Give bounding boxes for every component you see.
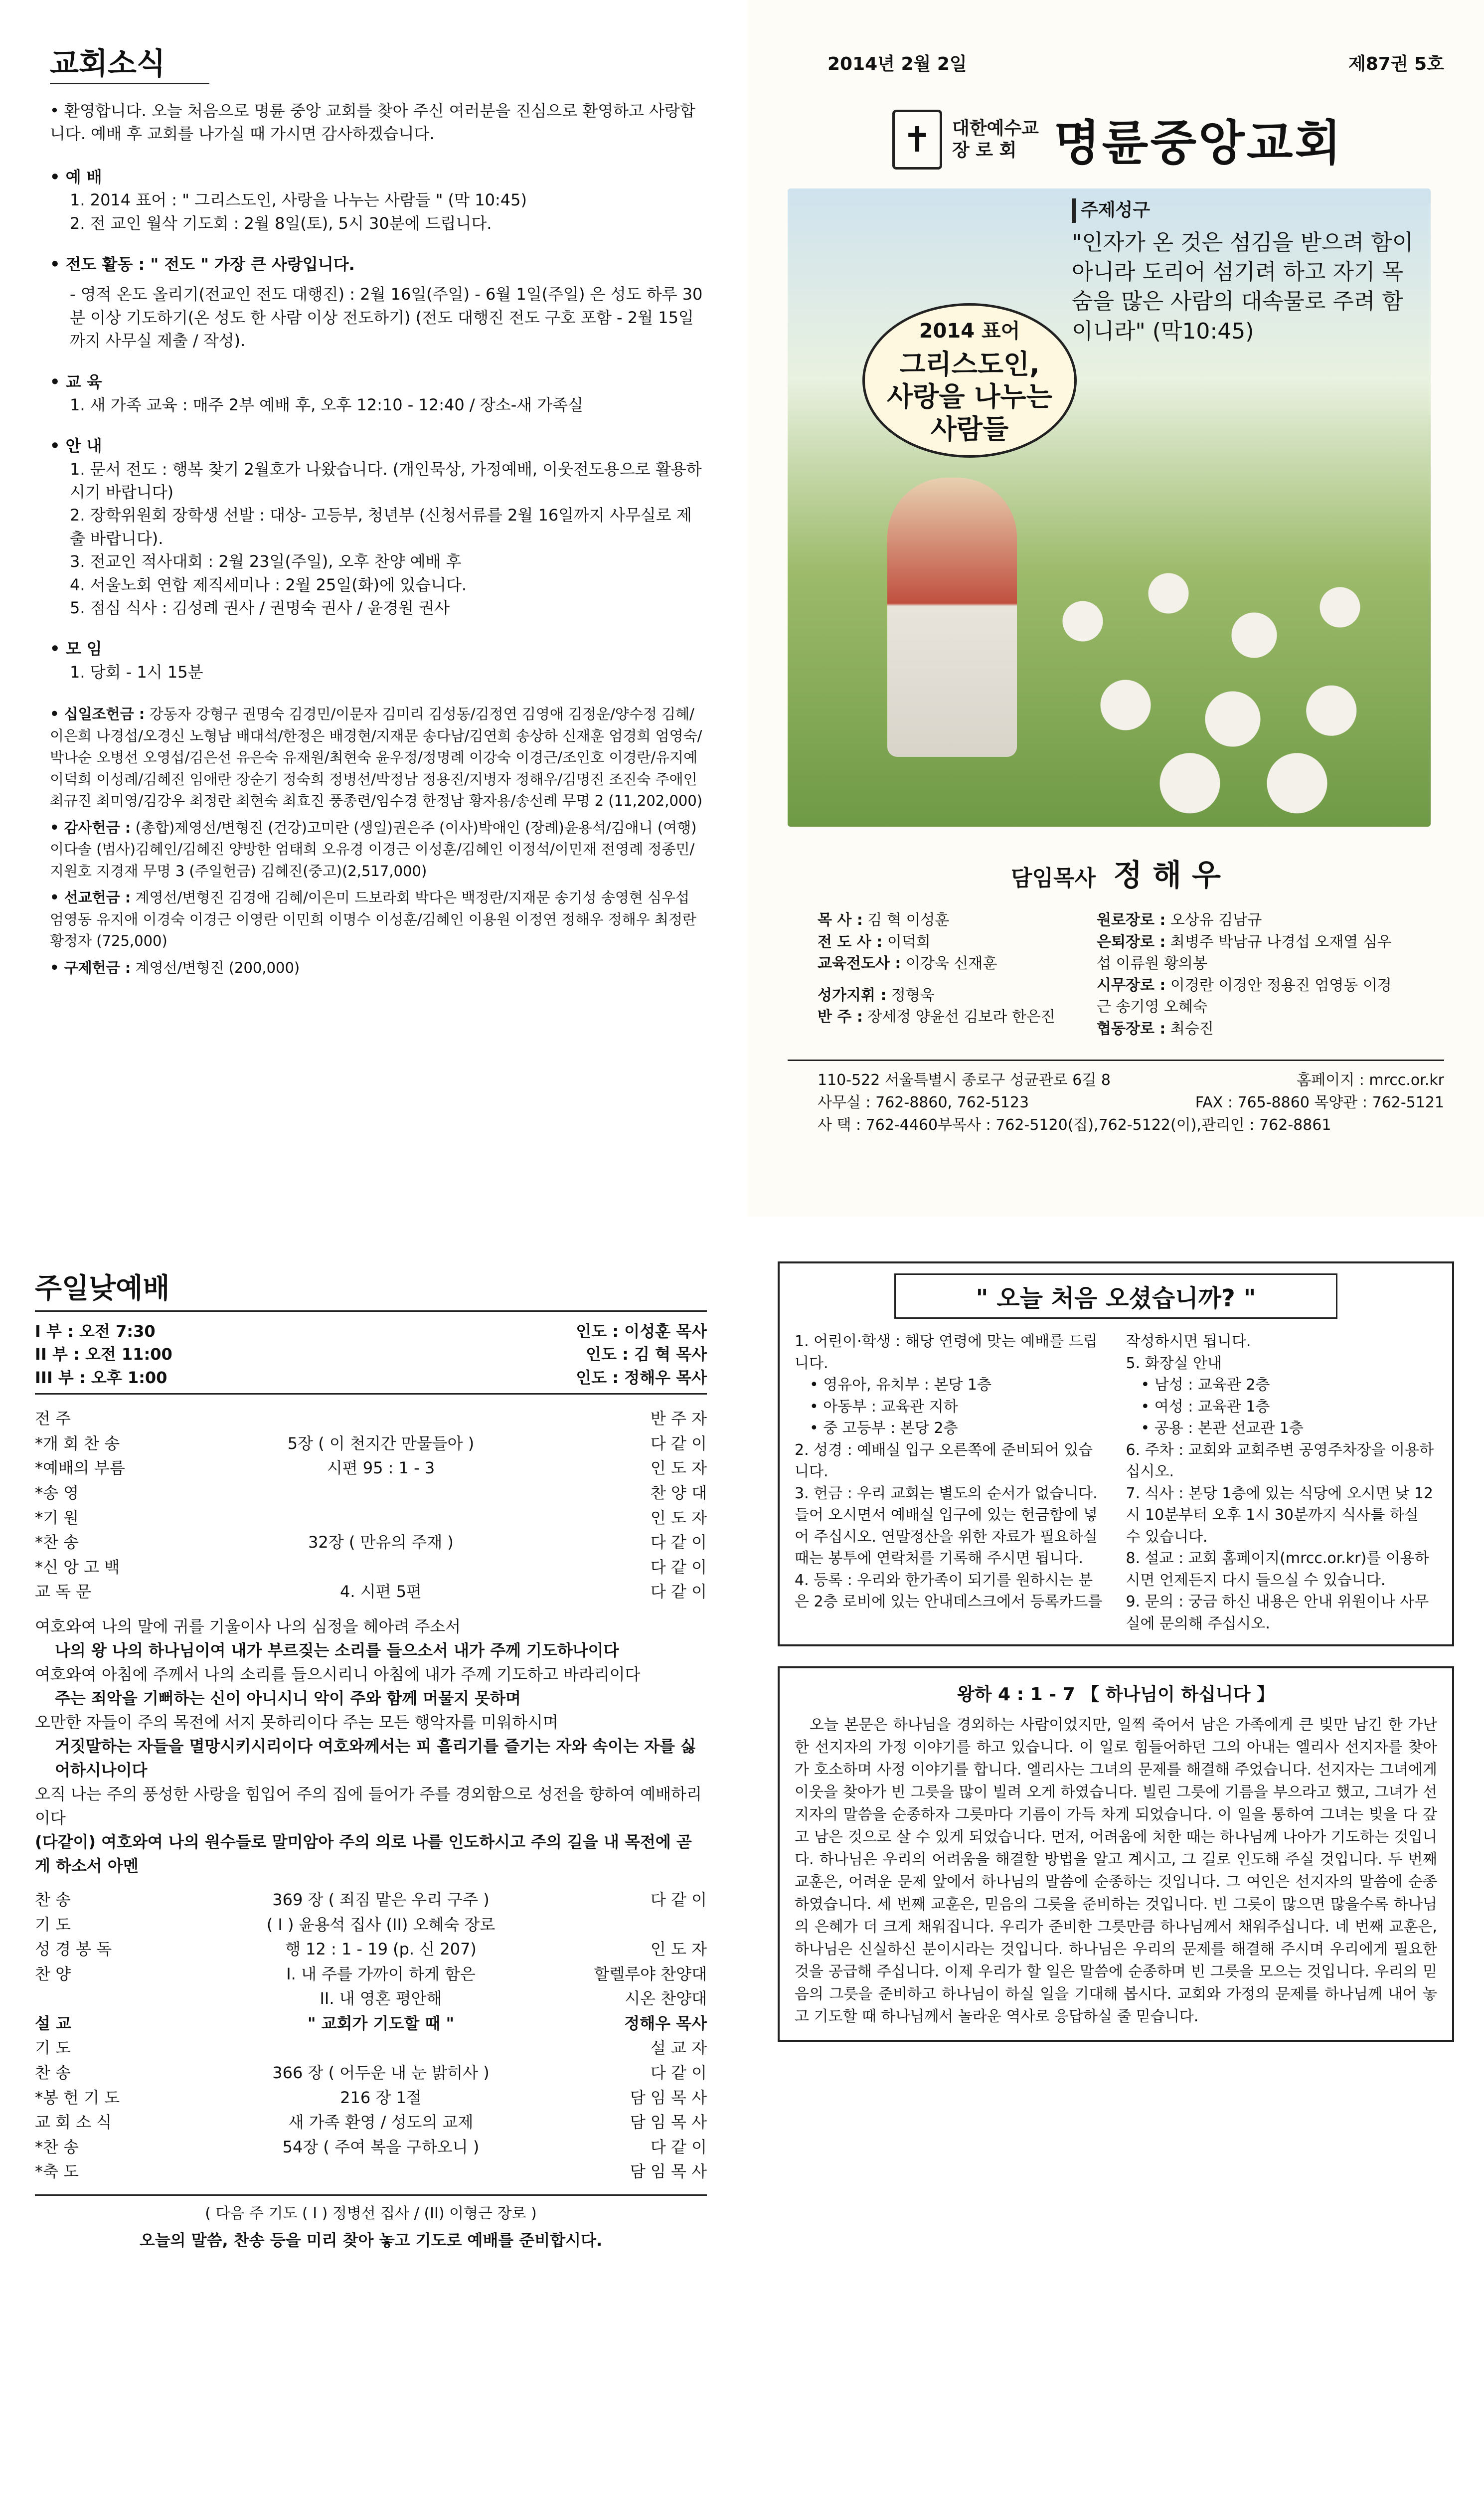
thanks-label: • 감사헌금 : bbox=[50, 819, 131, 836]
meeting-title: • 모 임 bbox=[50, 639, 102, 659]
sunday-title: 주일낮예배 bbox=[35, 1266, 707, 1312]
responsive-reading bbox=[35, 1614, 707, 1878]
reading-line: 주는 죄악을 기뻐하는 신이 아니시니 악이 주와 함께 머물지 못하며 bbox=[55, 1688, 521, 1708]
order-by: 인 도 자 bbox=[650, 1940, 707, 1959]
welcome-left-item: • 중 고등부 : 본당 2층 bbox=[810, 1420, 958, 1437]
welcome-left-item: 2. 성경 : 예배실 입구 오른쪽에 준비되어 있습니다. bbox=[795, 1441, 1093, 1480]
welcome-right-item: 작성하시면 됩니다. bbox=[1126, 1333, 1251, 1350]
welcome-right-item: • 공용 : 본관 선교관 1층 bbox=[1141, 1420, 1304, 1437]
welcome-right-item: • 남성 : 교육관 2층 bbox=[1141, 1376, 1270, 1394]
staff-row: 반 주 : 장세정 양윤선 김보라 한은진 bbox=[818, 1008, 1055, 1026]
church-name: 명륜중앙교회 bbox=[1053, 115, 1343, 171]
order-content: 시편 95 : 1 - 3 bbox=[327, 1458, 435, 1478]
order-content: II. 내 영혼 평안해 bbox=[320, 1989, 442, 2008]
worship-item-2: 2. 전 교인 월삭 기도회 : 2월 8일(토), 5시 30분에 드립니다. bbox=[70, 213, 492, 233]
services-panel bbox=[0, 2453, 742, 2493]
service-row: II 부 : 오전 11:00 인도 : 김 혁 목사 bbox=[35, 1345, 707, 1364]
sunday-order-list bbox=[35, 1407, 707, 1604]
order-item: 설 교 bbox=[35, 2013, 71, 2033]
staff-row: 성가지휘 : 정형욱 bbox=[818, 986, 935, 1004]
order-item: *송 영 bbox=[35, 1483, 79, 1502]
welcome-right-item: 8. 설교 : 교회 홈페이지(mrcc.or.kr)를 이용하시면 언제든지 다시 들으실 수 있습니다. bbox=[1126, 1550, 1429, 1589]
order-row bbox=[35, 1431, 707, 1456]
welcome-right-item: 9. 문의 : 궁금 하신 내용은 안내 위원이나 사무실에 문의해 주십시오. bbox=[1126, 1593, 1429, 1632]
homepage-link[interactable]: 홈페이지 : mrcc.or.kr bbox=[1297, 1071, 1444, 1089]
order-row bbox=[35, 1937, 707, 1962]
order-by: 다 같 이 bbox=[650, 1557, 707, 1577]
order-row bbox=[35, 1506, 707, 1531]
order-content: 4. 시편 5편 bbox=[340, 1582, 422, 1602]
news-panel bbox=[0, 0, 742, 1217]
theme-verse: "인자가 온 것은 섬김을 받으려 함이 아니라 도리어 섬기려 하고 자기 목숨을 많은 사람의 대속물로 주려 함이니라" (막10:45) bbox=[1072, 229, 1414, 344]
service-row: I 부 : 오전 7:30 인도 : 이성훈 목사 bbox=[35, 1322, 707, 1341]
news-title: 교회소식 bbox=[50, 40, 209, 84]
order-content bbox=[174, 1407, 587, 1431]
guide-item: 1. 문서 전도 : 행복 찾기 2월호가 나왔습니다. (개인묵상, 가정예배, 이웃전도용으로 활용하시기 바랍니다) bbox=[70, 459, 702, 502]
welcome-right-item: 7. 식사 : 본당 1층에 있는 식당에 오시면 낮 12시 10분부터 오후 1시 30분까지 식사를 하실 수 있습니다. bbox=[1126, 1484, 1434, 1546]
welcome-left-item: 3. 헌금 : 우리 교회는 별도의 순서가 없습니다. 들어 오시면서 예배실 입구에 있는 헌금함에 넣어 주십시오. 연말정산을 위한 자료가 필요하실 때는 봉투에 연락처를 기록해 주시면 됩니다. bbox=[795, 1484, 1098, 1567]
sunday-order2-list bbox=[35, 1888, 707, 2184]
mission-offer-block bbox=[50, 887, 707, 952]
order-row bbox=[35, 1986, 707, 2011]
reading-line: 오만한 자들이 주의 목전에 서지 못하리이다 주는 모든 행악자를 미워하시며 bbox=[35, 1712, 558, 1732]
next-prayer: ( 다음 주 기도 ( I ) 정병선 집사 / (II) 이형근 장로 ) bbox=[35, 2194, 707, 2223]
relief-names: 계영선/변형진 (200,000) bbox=[135, 959, 300, 976]
mission-title: • 전도 활동 : " 전도 " 가장 큰 사랑입니다. bbox=[50, 254, 355, 274]
staff-row: 은퇴장로 : 최병주 박남규 나경섭 오재열 심우섭 이류원 황의봉 bbox=[1097, 933, 1392, 972]
order-content: I. 내 주를 가까이 하게 함은 bbox=[286, 1964, 476, 1983]
order-row bbox=[35, 2061, 707, 2086]
guide-item: 4. 서울노회 연합 제직세미나 : 2월 25일(화)에 있습니다. bbox=[70, 575, 467, 594]
motto-text: 그리스도인, 사랑을 나누는 사람들 bbox=[887, 349, 1052, 445]
order-content bbox=[174, 1506, 587, 1531]
order-by: 담 임 목 사 bbox=[630, 2113, 707, 2132]
reading-line: 오직 나는 주의 풍성한 사랑을 힘입어 주의 집에 들어가 주를 경외함으로 성전을 향하여 예배하리이다 bbox=[35, 1784, 702, 1827]
meeting-text: 1. 당회 - 1시 15분 bbox=[70, 662, 203, 682]
order-row bbox=[35, 1913, 707, 1938]
order-by: 정해우 목사 bbox=[624, 2013, 707, 2033]
order-content: 366 장 ( 어두운 내 눈 밝히사 ) bbox=[272, 2063, 490, 2083]
order-item: 찬 양 bbox=[35, 1964, 71, 1983]
order-content: 369 장 ( 죄짐 맡은 우리 구주 ) bbox=[272, 1890, 490, 1909]
order-item: *신 앙 고 백 bbox=[35, 1557, 120, 1577]
order-item: 기 도 bbox=[35, 1915, 71, 1934]
guide-item: 5. 점심 식사 : 김성례 권사 / 권명숙 권사 / 윤경원 권사 bbox=[70, 598, 450, 618]
worship-title: • 예 배 bbox=[50, 167, 102, 186]
theme-box bbox=[1072, 198, 1421, 346]
order-item: *축 도 bbox=[35, 2162, 79, 2181]
order-row bbox=[35, 2159, 707, 2184]
welcome-left-item: • 아동부 : 교육관 지하 bbox=[810, 1398, 958, 1416]
order-by: 담 임 목 사 bbox=[630, 2088, 707, 2107]
info-panel bbox=[748, 2453, 1484, 2493]
mission-text: - 영적 온도 올리기(전교인 전도 대행진) : 2월 16일(주일) - 6월 1일(주일) 은 성도 하루 30분 이상 기도하기(온 성도 한 사람 이상 전도하기) (전도 대행진 전도 구호 포함 - 2월 15일까지 사무실 제출 / 작성). bbox=[70, 285, 703, 351]
order-item: 전 주 bbox=[35, 1409, 71, 1428]
order-content: 5장 ( 이 천지간 만물들아 ) bbox=[287, 1433, 475, 1453]
reading-line: (다같이) 여호와여 나의 원수들로 말미암아 주의 의로 나를 인도하시고 주의 길을 내 목전에 곧게 하소서 아멘 bbox=[35, 1832, 692, 1875]
order-row bbox=[35, 1481, 707, 1506]
order-by bbox=[587, 1913, 707, 1938]
order-item bbox=[35, 1986, 174, 2011]
order-by: 다 같 이 bbox=[650, 1890, 707, 1909]
house-phone: 사 택 : 762-4460부목사 : 762-5120(집),762-5122(이),관리인 : 762-8861 bbox=[818, 1116, 1331, 1134]
welcome-left-item: 1. 어린이·학생 : 해당 연령에 맞는 예배를 드립니다. bbox=[795, 1333, 1098, 1372]
relief-block bbox=[50, 957, 707, 979]
order-content bbox=[174, 2159, 587, 2184]
order-by: 시온 찬양대 bbox=[625, 1989, 707, 2008]
church-logo-icon: ✝ bbox=[892, 110, 942, 170]
guide-item: 2. 장학위원회 장학생 선발 : 대상- 고등부, 청년부 (신청서류를 2월 16일까지 사무실로 제출 바랍니다). bbox=[70, 506, 692, 548]
order-row bbox=[35, 2036, 707, 2061]
pastor-name: 정 해 우 bbox=[1113, 858, 1221, 893]
motto-badge bbox=[862, 303, 1077, 458]
guide-list bbox=[50, 458, 707, 620]
offering-block bbox=[50, 704, 707, 812]
order-content: 행 12 : 1 - 19 (p. 신 207) bbox=[285, 1940, 477, 1959]
order-by: 다 같 이 bbox=[650, 1533, 707, 1552]
fax-phone: FAX : 765-8860 목양관 : 762-5121 bbox=[1195, 1094, 1444, 1111]
order-row bbox=[35, 1888, 707, 1913]
welcome-right-item: 5. 화장실 안내 bbox=[1126, 1354, 1222, 1372]
order-item: *봉 헌 기 도 bbox=[35, 2088, 120, 2107]
order-row bbox=[35, 2086, 707, 2111]
reading-line: 여호와여 아침에 주께서 나의 소리를 들으시리니 아침에 내가 주께 기도하고 바라리이다 bbox=[35, 1664, 641, 1684]
offering-label: • 십일조헌금 : bbox=[50, 706, 145, 723]
order-by: 설 교 자 bbox=[650, 2038, 707, 2058]
welcome-left-item: • 영유아, 유치부 : 본당 1층 bbox=[810, 1376, 991, 1394]
order-content: 216 장 1절 bbox=[340, 2088, 422, 2107]
order-row bbox=[35, 1962, 707, 1987]
mission-offer-label: • 선교헌금 : bbox=[50, 889, 131, 906]
order-by: 할렐루야 찬양대 bbox=[594, 1964, 707, 1983]
thanks-block bbox=[50, 817, 707, 883]
motto-year: 2014 표어 bbox=[919, 320, 1020, 343]
guide-title: • 안 내 bbox=[50, 436, 102, 456]
service-row: III 부 : 오후 1:00 인도 : 정해우 목사 bbox=[35, 1368, 707, 1387]
denomination-line1: 대한예수교 bbox=[952, 118, 1039, 139]
relief-label: • 구제헌금 : bbox=[50, 959, 131, 976]
offering-names: 강동자 강형구 권명숙 김경민/이문자 김미리 김성동/김정연 김영애 김정운/양수정 김혜/이은희 나경섭/오경신 노형남 배대석/한정은 배경현/지재문 송다남/김연희 송상하 신재훈 엄경희 엄영숙/박나순 오병선 오영섭/김은선 유은숙 유재원/최현숙 윤우정/정명례 이강숙 이경근/조인호 이경란/유지예 이덕희 이성례/김혜진 임애란 장순기 정숙희 정병선/박정남 정용진/지병자 정해우/김명진 조진숙 주애인 최규진 최미영/김강우 최정란 최현숙 최효진 풍종련/임수경 한정남 황자용/송선례 무명 2 (11,202,000) bbox=[50, 706, 703, 810]
guide-item: 3. 전교인 적사대회 : 2월 23일(주일), 오후 찬양 예배 후 bbox=[70, 552, 462, 571]
welcome-text: • 환영합니다. 오늘 처음으로 명륜 중앙 교회를 찾아 주신 여러분을 진심으로 환영하고 사랑합니다. 예배 후 교회를 나가실 때 가시면 감사하겠습니다. bbox=[50, 101, 695, 144]
office-phone: 사무실 : 762-8860, 762-5123 bbox=[818, 1094, 1029, 1111]
staff-row: 원로장로 : 오상유 김남규 bbox=[1097, 911, 1262, 929]
sermon-body: 오늘 본문은 하나님을 경외하는 사람이었지만, 일찍 죽어서 남은 가족에게 큰 빚만 남긴 한 가난한 선지자의 가정 이야기를 하고 있습니다. 이 일로 힘들어하던 그의 아내는 엘리사 선지자를 찾아가 호소하며 사정 이야기를 합니다. 엘리사는 그녀의 문제를 해결해 주었습니다. 선지자는 그녀에게 이웃을 찾아가 빈 그릇을 많이 빌려 오게 하였습니다. 빌린 그릇에 기름을 부으라고 했고, 그녀가 선지자의 말씀을 순종하자 그릇마다 기름이 가득 차게 되었습니다. 이 일을 통하여 그녀는 빚을 다 갚고 남은 것으로 살 수 있게 되었습니다. 먼저, 어려움에 처한 때는 하나님께 나아가 기도하는 것입니다. 하나님은 우리의 어려움을 해결할 방법을 알고 계시고, 그 길로 인도해 주실 것입니다. 두 번째 교훈은, 어려운 문제 앞에서 하나님의 말씀에 순종하는 것입니다. 그 여인은 선지자의 말씀에 순종하였습니다. 세 번째 교훈은, 믿음의 그릇을 준비하는 것입니다. 빈 그릇이 많으면 많을수록 하나님의 은혜가 더 크게 채워집니다. 우리가 준비한 그릇만큼 하나님께서 채워주십니다. 네 번째 교훈은, 하나님은 신실하신 분이시라는 것입니다. 하나님은 우리의 문제를 해결해 주시며 우리에게 필요한 것을 공급해 주십니다. 이제 우리가 할 일은 말씀에 순종하며 빈 그릇을 모으는 것입니다. 우리의 믿음의 그릇을 준비하고 하나님이 하실 일을 기대해 봅시다. 교회와 가정의 문제를 하나님께 내어 놓고 기도할 때 하나님께서 놀라운 역사로 응답하실 줄 믿습니다. bbox=[795, 1716, 1437, 2025]
order-item: *찬 송 bbox=[35, 1533, 79, 1552]
order-row bbox=[35, 1530, 707, 1555]
order-row bbox=[35, 1407, 707, 1431]
worship-item-1: 1. 2014 표어 : " 그리스도인, 사랑을 나누는 사람들 " (막 10:45) bbox=[70, 190, 527, 210]
order-item: *찬 송 bbox=[35, 2137, 79, 2156]
order-by: 담 임 목 사 bbox=[630, 2162, 707, 2181]
staff-row: 목 사 : 김 혁 이성훈 bbox=[818, 911, 950, 929]
education-title: • 교 육 bbox=[50, 372, 102, 391]
contact-block bbox=[788, 1060, 1444, 1136]
welcome-left-item: 4. 등록 : 우리와 한가족이 되기를 원하시는 분은 2층 로비에 있는 안내데스크에서 등록카드를 bbox=[795, 1571, 1103, 1610]
theme-label: 주제성구 bbox=[1072, 198, 1421, 223]
denomination-line2: 장 로 회 bbox=[952, 140, 1017, 161]
order-content: 54장 ( 주여 복을 구하오니 ) bbox=[282, 2137, 480, 2156]
welcome-right-item: 6. 주차 : 교회와 교회주변 공영주차장을 이용하십시오. bbox=[1126, 1441, 1434, 1480]
order-by: 다 같 이 bbox=[650, 1433, 707, 1453]
order-content: " 교회가 기도할 때 " bbox=[307, 2013, 455, 2033]
order-content bbox=[174, 1481, 587, 1506]
sunday-notice: 오늘의 말씀, 찬송 등을 미리 찾아 놓고 기도로 예배를 준비합시다. bbox=[139, 2231, 603, 2250]
pastor-label: 담임목사 bbox=[1010, 866, 1096, 891]
mission-offer-names: 계영선/변형진 김경애 김혜/이은미 드보라회 박다은 백정란/지재문 송기성 송영현 심우섭 엄영동 유지애 이경숙 이경근 이영란 이민희 이명수 이성훈/김혜인 이용원 이정연 정해우 정해우 최정란 황정자 (725,000) bbox=[50, 889, 696, 950]
order-content bbox=[174, 2036, 587, 2061]
order-row bbox=[35, 2110, 707, 2135]
order-item: *개 회 찬 송 bbox=[35, 1433, 120, 1453]
order-item: 기 도 bbox=[35, 2038, 71, 2058]
order-item: 교 회 소 식 bbox=[35, 2113, 112, 2132]
order-by: 인 도 자 bbox=[650, 1508, 707, 1527]
order-item: 찬 송 bbox=[35, 1890, 71, 1909]
staff-row: 전 도 사 : 이덕희 bbox=[818, 933, 931, 951]
order-by: 반 주 자 bbox=[650, 1409, 707, 1428]
sunday-panel bbox=[0, 1227, 742, 2443]
cover-date: 2014년 2월 2일 bbox=[827, 54, 967, 74]
order-by: 찬 양 대 bbox=[650, 1483, 707, 1502]
welcome-panel bbox=[748, 1227, 1484, 2443]
staff-row: 교육전도사 : 이강욱 신재훈 bbox=[818, 955, 997, 972]
order-row bbox=[35, 1580, 707, 1604]
order-content: 새 가족 환영 / 성도의 교제 bbox=[288, 2113, 474, 2132]
address: 110-522 서울특별시 종로구 성균관로 6길 8 bbox=[818, 1071, 1111, 1089]
order-content: ( I ) 윤용석 집사 (II) 오혜숙 장로 bbox=[266, 1915, 495, 1934]
order-by: 인 도 자 bbox=[650, 1458, 707, 1478]
reading-line: 거짓말하는 자들을 멸망시키시리이다 여호와께서는 피 흘리기를 즐기는 자와 속이는 자를 싫어하시나이다 bbox=[55, 1736, 696, 1780]
order-row bbox=[35, 1456, 707, 1481]
reading-line: 여호와여 나의 말에 귀를 기울이사 나의 심정을 헤아려 주소서 bbox=[35, 1616, 461, 1636]
order-item: *예배의 부름 bbox=[35, 1458, 125, 1478]
order-by: 다 같 이 bbox=[650, 2137, 707, 2156]
order-item: *기 원 bbox=[35, 1508, 79, 1527]
welcome-title: " 오늘 처음 오셨습니까? " bbox=[894, 1273, 1337, 1319]
order-item: 찬 송 bbox=[35, 2063, 71, 2083]
order-item: 교 독 문 bbox=[35, 1582, 92, 1602]
thanks-names: (총합)제영선/변형진 (건강)고미란 (생일)권은주 (이사)박애인 (장례)윤용석/김애니 (여행)이다솔 (범사)김혜인/김혜진 양방한 엄태희 오유경 이경근 이성훈/김혜인 이정석/이민재 전영례 정종민/지원호 지경재 무명 3 (주일헌금) 김혜진(중고)(2,517,000) bbox=[50, 819, 697, 880]
cover-panel bbox=[748, 0, 1484, 1217]
order-item: 성 경 봉 독 bbox=[35, 1940, 112, 1959]
order-row bbox=[35, 2011, 707, 2036]
cover-illustration bbox=[788, 188, 1431, 827]
order-row bbox=[35, 2135, 707, 2160]
sermon-title: 왕하 4 : 1 - 7 【 하나님이 하십니다 】 bbox=[957, 1684, 1275, 1705]
order-row bbox=[35, 1555, 707, 1580]
sheep-flock bbox=[997, 537, 1426, 817]
welcome-right-item: • 여성 : 교육관 1층 bbox=[1141, 1398, 1270, 1416]
order-by: 다 같 이 bbox=[650, 1582, 707, 1602]
education-text: 1. 새 가족 교육 : 매주 2부 예배 후, 오후 12:10 - 12:40 / 장소-새 가족실 bbox=[70, 395, 584, 414]
order-by: 다 같 이 bbox=[650, 2063, 707, 2083]
staff-row: 협동장로 : 최승진 bbox=[1097, 1020, 1214, 1038]
order-content bbox=[174, 1555, 587, 1580]
order-content: 32장 ( 만유의 주재 ) bbox=[308, 1533, 454, 1552]
cover-issue: 제87권 5호 bbox=[1348, 54, 1444, 74]
staff-row: 시무장로 : 이경란 이경안 정용진 엄영동 이경근 송기영 오혜숙 bbox=[1097, 976, 1392, 1016]
reading-line: 나의 왕 나의 하나님이여 내가 부르짖는 소리를 들으소서 내가 주께 기도하나이다 bbox=[55, 1640, 619, 1660]
